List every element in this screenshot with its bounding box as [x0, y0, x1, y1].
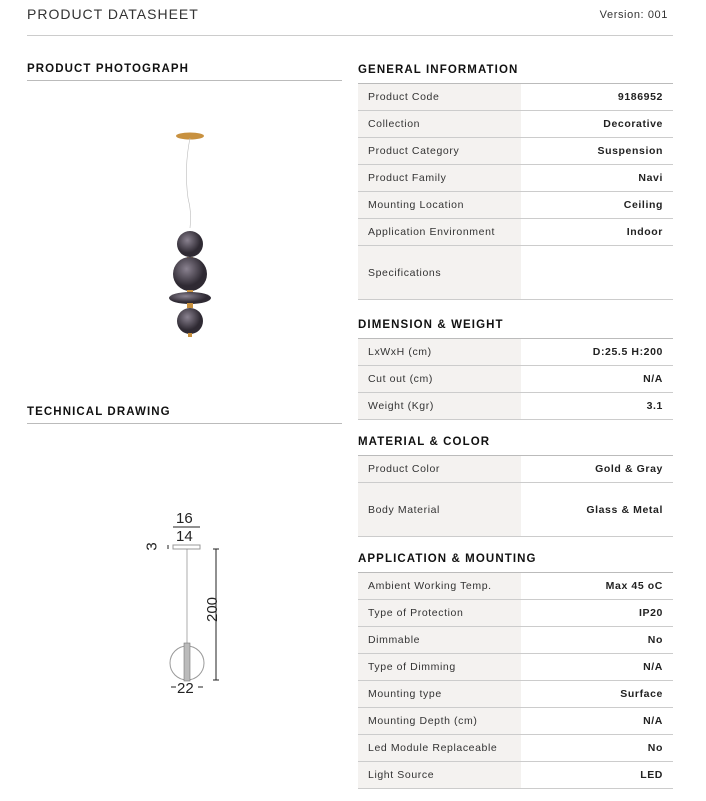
table-row	[358, 192, 673, 219]
table-row	[358, 84, 673, 111]
table-row	[358, 339, 673, 366]
row-label: Type of Protection	[358, 600, 521, 627]
table-row	[358, 366, 673, 393]
row-value: IP20	[521, 600, 673, 627]
row-value: Max 45 oC	[521, 573, 673, 600]
table-row	[358, 138, 673, 165]
section-title: APPLICATION & MOUNTING	[358, 553, 673, 573]
row-value: 9186952	[521, 84, 673, 111]
row-label: Collection	[358, 111, 521, 138]
row-label: Led Module Replaceable	[358, 735, 521, 762]
product-photo	[160, 128, 220, 348]
row-label: Product Family	[358, 165, 521, 192]
row-label: Product Color	[358, 456, 521, 483]
section-title: GENERAL INFORMATION	[358, 64, 673, 84]
row-label: Product Code	[358, 84, 521, 111]
table-row	[358, 393, 673, 420]
row-label: Dimmable	[358, 627, 521, 654]
row-label: Specifications	[358, 246, 521, 300]
material-color-section	[358, 436, 673, 537]
row-value: N/A	[521, 708, 673, 735]
row-label: Product Category	[358, 138, 521, 165]
row-value: LED	[521, 762, 673, 789]
table-row	[358, 483, 673, 537]
dim-inner-width: 14	[176, 528, 193, 545]
row-label: Cut out (cm)	[358, 366, 521, 393]
row-label: Mounting type	[358, 681, 521, 708]
row-value: Decorative	[521, 111, 673, 138]
row-label: Ambient Working Temp.	[358, 573, 521, 600]
row-label: Type of Dimming	[358, 654, 521, 681]
version-label: Version: 001	[599, 9, 668, 21]
row-value: No	[521, 627, 673, 654]
row-value: Navi	[521, 165, 673, 192]
row-value: Ceiling	[521, 192, 673, 219]
table-row	[358, 165, 673, 192]
material-table	[358, 456, 673, 537]
row-label: Light Source	[358, 762, 521, 789]
row-value: Indoor	[521, 219, 673, 246]
row-value: Surface	[521, 681, 673, 708]
row-label: Mounting Depth (cm)	[358, 708, 521, 735]
photo-section-title: PRODUCT PHOTOGRAPH	[27, 63, 342, 81]
dim-top-width: 16	[176, 510, 193, 527]
table-row	[358, 762, 673, 789]
dimension-table	[358, 339, 673, 420]
row-value: 3.1	[521, 393, 673, 420]
row-value: Suspension	[521, 138, 673, 165]
row-label: Weight (Kgr)	[358, 393, 521, 420]
row-value	[521, 246, 673, 300]
dimension-weight-section	[358, 319, 673, 420]
dim-canopy-height: 3	[143, 542, 161, 551]
row-value: No	[521, 735, 673, 762]
technical-drawing	[140, 505, 240, 705]
dim-total-height: 200	[204, 596, 222, 623]
table-row	[358, 600, 673, 627]
section-title: MATERIAL & COLOR	[358, 436, 673, 456]
row-value: D:25.5 H:200	[521, 339, 673, 366]
row-value: N/A	[521, 366, 673, 393]
row-value: N/A	[521, 654, 673, 681]
table-row	[358, 456, 673, 483]
table-row	[358, 654, 673, 681]
table-row	[358, 627, 673, 654]
row-label: Application Environment	[358, 219, 521, 246]
table-row	[358, 573, 673, 600]
table-row	[358, 219, 673, 246]
row-value: Gold & Gray	[521, 456, 673, 483]
table-row	[358, 708, 673, 735]
application-mounting-section	[358, 553, 673, 789]
general-information-section	[358, 64, 673, 300]
row-label: LxWxH (cm)	[358, 339, 521, 366]
application-table	[358, 573, 673, 789]
section-title: DIMENSION & WEIGHT	[358, 319, 673, 339]
table-row	[358, 111, 673, 138]
table-row	[358, 246, 673, 300]
table-row	[358, 735, 673, 762]
drawing-section-title: TECHNICAL DRAWING	[27, 406, 342, 424]
row-value: Glass & Metal	[521, 483, 673, 537]
page-title: PRODUCT DATASHEET	[27, 6, 199, 22]
table-row	[358, 681, 673, 708]
general-table	[358, 84, 673, 300]
row-label: Mounting Location	[358, 192, 521, 219]
divider	[27, 35, 673, 36]
row-label: Body Material	[358, 483, 521, 537]
dim-diameter: 22	[177, 680, 194, 697]
